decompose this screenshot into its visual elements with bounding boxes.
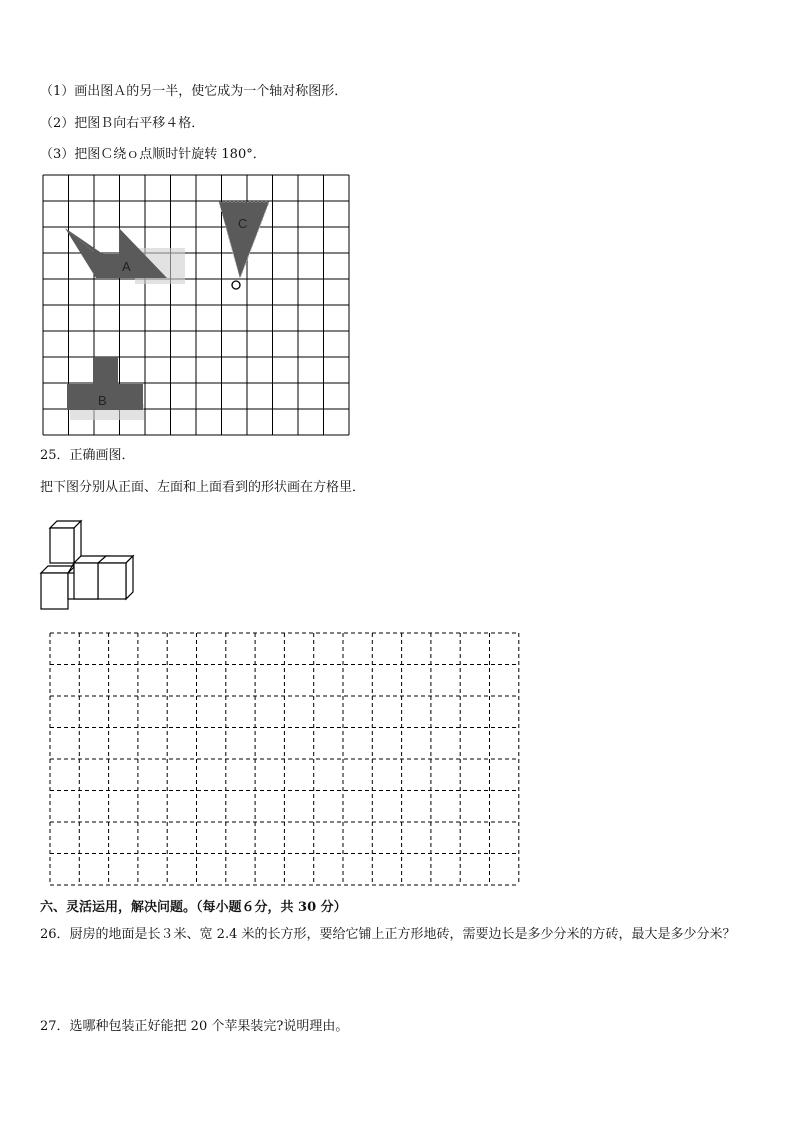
- label-b: B: [98, 393, 107, 408]
- rotation-point-o: [232, 281, 240, 289]
- dashed-grid-lines: [50, 633, 519, 885]
- section-6-heading: 六、灵活运用，解决问题。（每小题６分，共 30 分）: [40, 900, 347, 915]
- label-c: C: [238, 216, 248, 231]
- q24-item-3: （3）把图Ｃ绕ｏ点顺时针旋转 180°．: [40, 147, 266, 162]
- shape-c: [219, 202, 269, 278]
- answer-grid: [48, 630, 528, 890]
- q25-instruction: 把下图分别从正面、左面和上面看到的形状画在方格里．: [40, 480, 366, 495]
- transformation-grid: [40, 172, 360, 442]
- cube-figure: [38, 518, 148, 618]
- q25-title: 25．正确画图．: [40, 448, 135, 463]
- q24-item-1: （1）画出图Ａ的另一半，使它成为一个轴对称图形．: [40, 84, 348, 99]
- q27-text: 27．选哪种包装正好能把 20 个苹果装完?说明理由。: [40, 1019, 349, 1034]
- q24-item-2: （2）把图Ｂ向右平移４格．: [40, 116, 205, 131]
- shape-b: [93, 357, 118, 385]
- label-a: A: [122, 259, 131, 274]
- q26-text: 26．厨房的地面是长３米、宽 2.4 米的长方形，要给它铺上正方形地砖，需要边长是多少分米的方砖，最大是多少分米？: [40, 927, 736, 942]
